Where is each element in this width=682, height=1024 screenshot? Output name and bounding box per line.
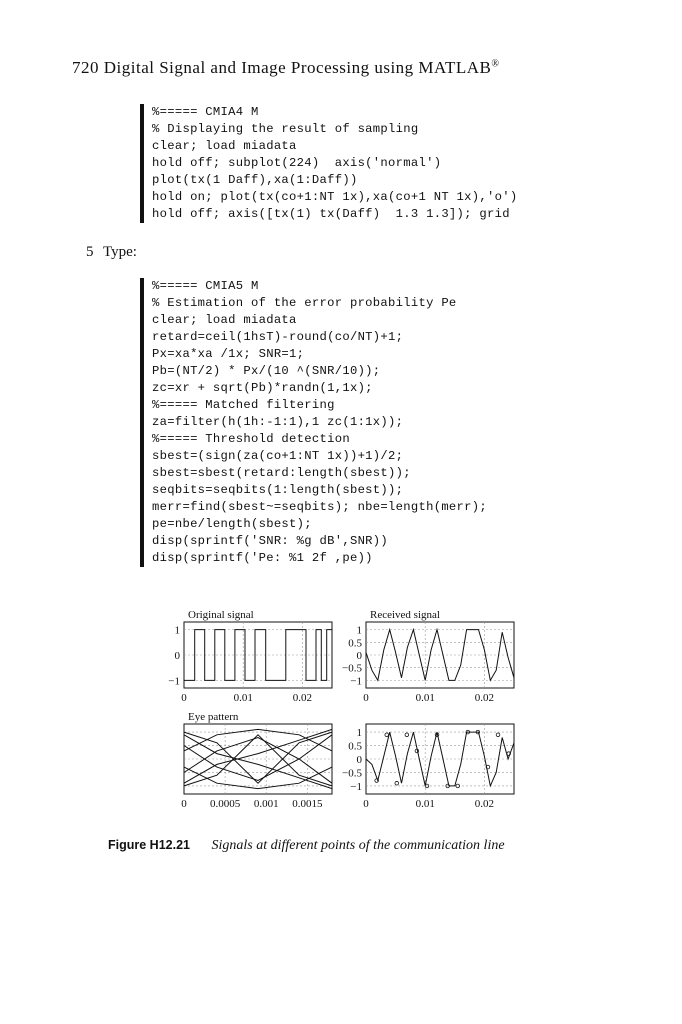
code-line: %===== CMIA5 M xyxy=(152,279,259,293)
y-tick-label: 0.5 xyxy=(348,637,362,650)
code-line: zc=xr + sqrt(Pb)*randn(1,1x); xyxy=(152,381,373,395)
code-line: disp(sprintf('Pe: %1 2f ,pe)) xyxy=(152,551,373,565)
x-tick-label: 0.001 xyxy=(253,798,279,810)
y-tick-label: −0.5 xyxy=(342,662,362,675)
code-line: clear; load miadata xyxy=(152,139,297,153)
y-tick-label: 1 xyxy=(174,624,180,637)
y-tick-label: 1 xyxy=(356,624,362,637)
code-line: clear; load miadata xyxy=(152,313,297,327)
code-line: % Displaying the result of sampling xyxy=(152,122,419,136)
x-tick-label: 0.02 xyxy=(474,798,495,810)
x-tick-label: 0.0015 xyxy=(292,798,323,810)
code-line: pe=nbe/length(sbest); xyxy=(152,517,312,531)
code-line: % Estimation of the error probability Pe xyxy=(152,296,457,310)
x-tick-label: 0 xyxy=(363,692,369,704)
caption-text: Signals at different points of the communication line xyxy=(211,838,505,853)
x-tick-label: 0.01 xyxy=(415,798,435,810)
code-line: hold on; plot(tx(co+1:NT 1x),xa(co+1 NT 1x),'o') xyxy=(152,190,518,204)
y-tick-label: 0.5 xyxy=(348,740,362,753)
list-item-5 xyxy=(86,244,137,261)
figure-plots xyxy=(160,598,520,828)
x-tick-label: 0 xyxy=(181,798,187,810)
y-tick-label: −0.5 xyxy=(342,767,362,780)
code-line: hold off; axis([tx(1) tx(Daff) 1.3 1.3]); grid xyxy=(152,207,510,221)
code-line: seqbits=seqbits(1:length(sbest)); xyxy=(152,483,404,497)
x-tick-label: 0.02 xyxy=(474,692,495,704)
caption-label: Figure H12.21 xyxy=(108,838,190,852)
sample-point xyxy=(395,781,399,785)
x-tick-label: 0.02 xyxy=(292,692,313,704)
plot-title: Received signal xyxy=(370,609,440,621)
registered-mark: ® xyxy=(491,58,500,70)
x-tick-label: 0 xyxy=(363,798,369,810)
x-tick-label: 0.01 xyxy=(415,692,435,704)
y-tick-label: 0 xyxy=(174,650,180,662)
code-line: Pb=(NT/2) * Px/(10 ^(SNR/10)); xyxy=(152,364,381,378)
sample-point xyxy=(496,733,500,737)
x-tick-label: 0.0005 xyxy=(209,798,241,810)
list-item-number: 5 xyxy=(86,244,94,260)
code-line: merr=find(sbest~=seqbits); nbe=length(merr); xyxy=(152,500,488,514)
code-line: sbest=sbest(retard:length(sbest)); xyxy=(152,466,411,480)
y-tick-label: −1 xyxy=(350,780,362,793)
list-item-text: Type: xyxy=(102,244,137,260)
code-line: disp(sprintf('SNR: %g dB',SNR)) xyxy=(152,534,389,548)
page-number: 720 xyxy=(72,58,99,77)
y-tick-label: −1 xyxy=(168,675,180,688)
y-tick-label: 0 xyxy=(356,650,362,662)
code-line: plot(tx(1 Daff),xa(1:Daff)) xyxy=(152,173,358,187)
sample-point xyxy=(385,733,389,737)
sample-point xyxy=(405,733,409,737)
code-listing-cmia5 xyxy=(140,278,487,567)
figure-h12-21 xyxy=(160,598,520,833)
x-tick-label: 0.01 xyxy=(233,692,253,704)
code-line: %===== Matched filtering xyxy=(152,398,335,412)
code-line: %===== CMIA4 M xyxy=(152,105,259,119)
plot-title: Original signal xyxy=(188,609,254,621)
code-line: Px=xa*xa /1x; SNR=1; xyxy=(152,347,305,361)
code-listing-cmia4 xyxy=(140,104,517,223)
plot-title: Eye pattern xyxy=(188,711,239,723)
figure-caption xyxy=(108,838,505,854)
y-tick-label: −1 xyxy=(350,675,362,688)
y-tick-label: 0 xyxy=(356,754,362,766)
code-line: hold off; subplot(224) axis('normal') xyxy=(152,156,442,170)
code-line: sbest=(sign(za(co+1:NT 1x))+1)/2; xyxy=(152,449,404,463)
code-line: za=filter(h(1h:-1:1),1 zc(1:1x)); xyxy=(152,415,404,429)
x-tick-label: 0 xyxy=(181,692,187,704)
y-tick-label: 1 xyxy=(356,727,362,740)
book-title: Digital Signal and Image Processing using MATLAB xyxy=(103,58,492,77)
code-line: %===== Threshold detection xyxy=(152,432,350,446)
code-line: retard=ceil(1hsT)-round(co/NT)+1; xyxy=(152,330,404,344)
page-header xyxy=(72,58,499,78)
